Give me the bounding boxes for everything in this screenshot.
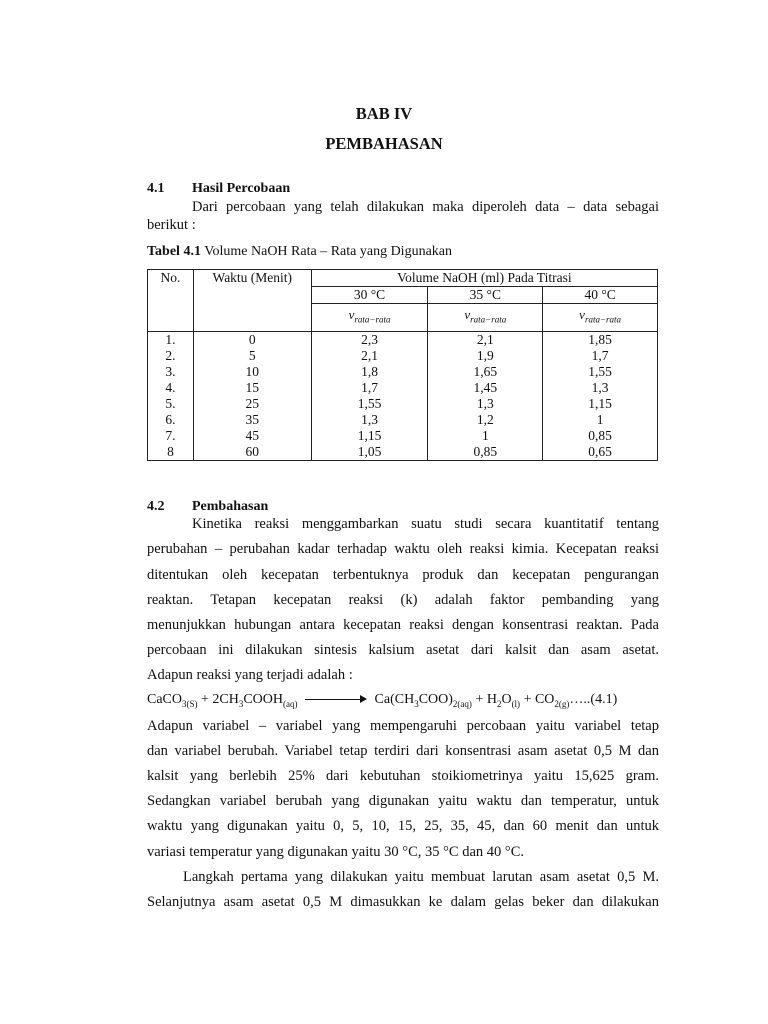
- row-number: 4.: [148, 380, 194, 396]
- paragraph-line: variasi temperatur yang digunakan yaitu 30 °C, 35 °C dan 40 °C.: [147, 844, 524, 860]
- row-volume: 1,15: [543, 396, 658, 412]
- row-volume: 1,85: [543, 331, 658, 348]
- row-volume: 1: [428, 428, 543, 444]
- paragraph-line: Adapun reaksi yang terjadi adalah :: [147, 667, 353, 683]
- row-volume: 1,8: [311, 364, 428, 380]
- table-body: [148, 331, 658, 460]
- header-temp-40: 40 °C: [543, 287, 658, 304]
- paragraph-line: Kinetika reaksi menggambarkan suatu studi secara kuantitatif tentang: [192, 516, 659, 532]
- row-volume: 0,85: [543, 428, 658, 444]
- header-volume: Volume NaOH (ml) Pada Titrasi: [311, 270, 657, 287]
- naoh-volume-table: [147, 269, 658, 461]
- header-waktu: Waktu (Menit): [193, 270, 311, 332]
- row-volume: 0,65: [543, 444, 658, 461]
- row-volume: 1,45: [428, 380, 543, 396]
- row-volume: 1,15: [311, 428, 428, 444]
- section-title: Pembahasan: [192, 499, 269, 514]
- reaction-equation: CaCO$_{3(S)}$ + $2CH_3COOH_{(aq)}$ $Ca(CH_3COO)_{2(aq)} + H_2O_{(l)}$ + $CO_{2(g)}\dots..(4.1)$: [147, 692, 618, 709]
- row-time: 60: [193, 444, 311, 461]
- row-number: 7.: [148, 428, 194, 444]
- header-v-rata-35: $v_{rata-rata}$: [428, 304, 543, 332]
- row-time: 0: [193, 331, 311, 348]
- paragraph-line: Langkah pertama yang dilakukan yaitu membuat larutan asam asetat 0,5 M.: [183, 869, 659, 885]
- paragraph-line: waktu yang digunakan yaitu 0, 5, 10, 15, 25, 35, 45, dan 60 menit dan untuk: [147, 818, 659, 834]
- row-volume: 1,55: [543, 364, 658, 380]
- row-volume: 1,3: [311, 412, 428, 428]
- row-volume: 1,2: [428, 412, 543, 428]
- row-volume: 1,55: [311, 396, 428, 412]
- header-temp-30: 30 °C: [311, 287, 428, 304]
- paragraph-line: Selanjutnya asam asetat 0,5 M dimasukkan ke dalam gelas beker dan dilakukan: [147, 894, 659, 910]
- chapter-title: PEMBAHASAN: [325, 134, 443, 153]
- row-volume: 0,85: [428, 444, 543, 461]
- table-row: [148, 331, 658, 348]
- reaction-arrow-icon: [305, 695, 367, 705]
- row-number: 8: [148, 444, 194, 461]
- paragraph-line: dan variabel berubah. Variabel tetap terdiri dari konsentrasi asam asetat 0,5 M dan: [147, 743, 659, 759]
- header-temp-35: 35 °C: [428, 287, 543, 304]
- row-volume: 1,9: [428, 348, 543, 364]
- row-time: 15: [193, 380, 311, 396]
- section-heading-4-2: [147, 499, 268, 515]
- table-row: [148, 428, 658, 444]
- row-time: 45: [193, 428, 311, 444]
- table-caption: [147, 244, 452, 260]
- chapter-number: BAB IV: [355, 104, 413, 123]
- row-volume: 2,1: [311, 348, 428, 364]
- paragraph-line: reaktan. Tetapan kecepatan reaksi (k) adalah faktor pembanding yang: [147, 592, 659, 608]
- row-number: 2.: [148, 348, 194, 364]
- row-number: 1.: [148, 331, 194, 348]
- section-title: Hasil Percobaan: [192, 181, 291, 196]
- paragraph-line: ditentukan oleh kecepatan terbentuknya produk dan kecepatan pengurangan: [147, 567, 659, 583]
- row-time: 35: [193, 412, 311, 428]
- intro-line: Dari percobaan yang telah dilakukan maka diperoleh data – data sebagai: [192, 199, 659, 215]
- header-v-rata-30: $v_{rata-rata}$: [311, 304, 428, 332]
- row-volume: 2,3: [311, 331, 428, 348]
- table-row: [148, 444, 658, 461]
- table-caption-label: Tabel 4.1: [147, 244, 201, 259]
- table-row: [148, 412, 658, 428]
- paragraph-line: menunjukkan hubungan antara kecepatan reaksi dengan konsentrasi reaktan. Pada: [147, 617, 659, 633]
- row-volume: 2,1: [428, 331, 543, 348]
- paragraph-line: percobaan ini dilakukan sintesis kalsium asetat dari kalsit dan asam asetat.: [147, 642, 659, 658]
- row-time: 25: [193, 396, 311, 412]
- section-number: 4.1: [147, 181, 165, 196]
- table-row: [148, 364, 658, 380]
- row-volume: 1,3: [428, 396, 543, 412]
- table-row: [148, 396, 658, 412]
- paragraph-line: perubahan – perubahan kadar terhadap waktu oleh reaksi kimia. Kecepatan reaksi: [147, 541, 659, 557]
- row-volume: 1,3: [543, 380, 658, 396]
- row-number: 3.: [148, 364, 194, 380]
- paragraph-line: Adapun variabel – variabel yang mempengaruhi percobaan yaitu variabel tetap: [147, 718, 659, 734]
- row-volume: 1,7: [543, 348, 658, 364]
- section-heading-4-1: [147, 181, 290, 197]
- paragraph-line: kalsit yang berlebih 25% dari kebutuhan stoikiometrinya yaitu 15,625 gram.: [147, 768, 659, 784]
- table-row: [148, 348, 658, 364]
- row-number: 5.: [148, 396, 194, 412]
- section-number: 4.2: [147, 499, 165, 514]
- row-volume: 1,05: [311, 444, 428, 461]
- row-volume: 1,7: [311, 380, 428, 396]
- header-v-rata-40: $v_{rata-rata}$: [543, 304, 658, 332]
- row-time: 10: [193, 364, 311, 380]
- intro-line: berikut :: [147, 217, 196, 233]
- paragraph-line: Sedangkan variabel berubah yang digunakan yaitu waktu dan temperatur, untuk: [147, 793, 659, 809]
- row-volume: 1: [543, 412, 658, 428]
- table-caption-text: Volume NaOH Rata – Rata yang Digunakan: [200, 244, 452, 259]
- row-time: 5: [193, 348, 311, 364]
- header-no: No.: [148, 270, 194, 332]
- table-row: [148, 380, 658, 396]
- row-number: 6.: [148, 412, 194, 428]
- row-volume: 1,65: [428, 364, 543, 380]
